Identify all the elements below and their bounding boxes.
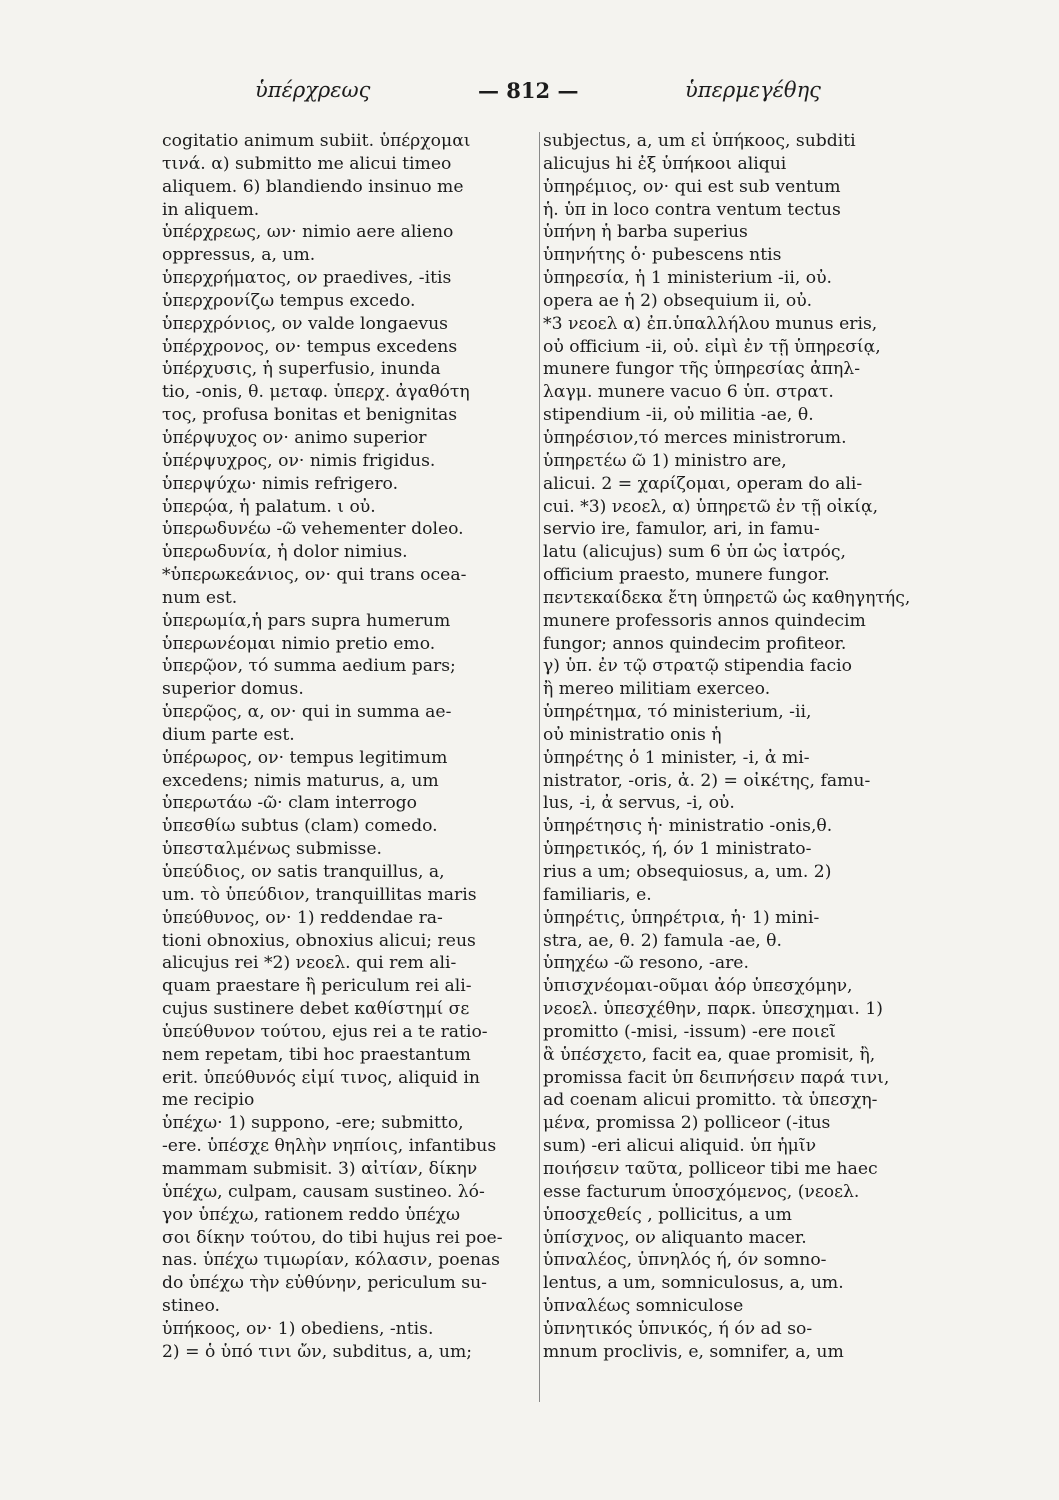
- dictionary-line: ὑπηχέω -ῶ resono, -are.: [543, 953, 749, 974]
- dictionary-line: familiaris, e.: [543, 884, 652, 905]
- dictionary-line: esse facturum ὑποσχόμενος, (νεοελ.: [543, 1181, 860, 1202]
- dictionary-line: ἡ. ὑπ in loco contra ventum tectus: [543, 199, 841, 220]
- header-right-catchword: ὑπερμεγέθης: [685, 78, 821, 102]
- dictionary-line: nas. ὑπέχω τιμωρίαν, κόλασιν, poenas: [162, 1250, 500, 1271]
- dictionary-line: *ὑπερωκεάνιος, ον· qui trans ocea-: [162, 565, 467, 586]
- dictionary-line: ὑπέρψυχρος, ον· nimis frigidus.: [162, 450, 436, 471]
- dictionary-line: alicui. 2 = χαρίζομαι, operam do ali-: [543, 473, 863, 494]
- dictionary-line: fungor; annos quindecim profiteor.: [543, 633, 847, 654]
- dictionary-line: ὑπηρέτησις ἡ· ministratio -onis,θ.: [543, 816, 833, 837]
- dictionary-line: ἃ ὑπέσχετο, facit ea, quae promisit, ἢ,: [543, 1044, 876, 1065]
- dictionary-line: cujus sustinere debet καθίστημί σε: [162, 999, 470, 1020]
- dictionary-line: ὑπίσχνος, ον aliquanto macer.: [543, 1227, 807, 1248]
- dictionary-line: ὑπερωδυνέω -ῶ vehementer doleo.: [162, 519, 464, 540]
- dictionary-line: cui. *3) νεοελ, α) ὑπηρετῶ ἐν τῇ οἰκίᾳ,: [543, 496, 879, 517]
- column-divider: [539, 132, 540, 1402]
- dictionary-line: nistrator, -oris, ἀ. 2) = οἰκέτης, famu-: [543, 770, 871, 791]
- dictionary-line: ὑπισχνέομαι-οῦμαι ἀόρ ὑπεσχόμην,: [543, 976, 853, 997]
- dictionary-line: ὑπεύθυνος, ον· 1) reddendae ra-: [162, 907, 443, 928]
- dictionary-line: ὑπηρεσία, ἡ 1 ministerium -ii, οὐ.: [543, 268, 833, 289]
- dictionary-line: ὑπερῴα, ἡ palatum. ι οὐ.: [162, 496, 376, 517]
- dictionary-line: ὑπερωμία,ἡ pars supra humerum: [162, 610, 451, 631]
- dictionary-line: do ὑπέχω τὴν εὐθύνην, periculum su-: [162, 1273, 487, 1294]
- dictionary-line: alicujus hi ἐξ ὑπήκοοι aliqui: [543, 153, 787, 174]
- dictionary-line: ὑπέρχρεως, ων· nimio aere alieno: [162, 222, 454, 243]
- dictionary-line: γον ὑπέχω, rationem reddo ὑπέχω: [162, 1204, 461, 1225]
- dictionary-line: ὑπέρχυσις, ἡ superfusio, inunda: [162, 359, 441, 380]
- dictionary-line: lus, -i, ἀ servus, -i, οὐ.: [543, 793, 735, 814]
- dictionary-line: ἢ mereo militiam exerceo.: [543, 679, 771, 700]
- dictionary-line: dium parte est.: [162, 724, 295, 745]
- dictionary-line: ὑπηρέτης ὁ 1 minister, -i, ἀ mi-: [543, 747, 810, 768]
- dictionary-line: ὑπναλέως somniculose: [543, 1296, 744, 1317]
- dictionary-line: μένα, promissa 2) polliceor (-itus: [543, 1113, 831, 1134]
- dictionary-line: οὐ ministratio onis ἡ: [543, 724, 722, 745]
- dictionary-line: ὑπέρωρος, ον· tempus legitimum: [162, 747, 448, 768]
- dictionary-line: num est.: [162, 587, 238, 608]
- dictionary-line: ὑπερχρόνιος, ον valde longaevus: [162, 313, 448, 334]
- dictionary-line: subjectus, a, um εἰ ὑπήκοος, subditi: [543, 131, 856, 151]
- dictionary-line: ὑπηρετικός, ή, όν 1 ministrato-: [543, 839, 812, 860]
- dictionary-line: ὑπέρψυχος ον· animo superior: [162, 427, 427, 448]
- dictionary-line: ὑπεύθυνον τούτου, ejus rei a te ratio-: [162, 1021, 488, 1042]
- dictionary-line: tio, -onis, θ. μεταφ. ὑπερχ. ἀγαθότη: [162, 382, 470, 403]
- dictionary-line: ὑπέρχρονος, ον· tempus excedens: [162, 336, 458, 357]
- dictionary-line: ὑπηρέσιον,τό merces ministrorum.: [543, 427, 847, 448]
- right-column: [543, 130, 918, 1450]
- dictionary-line: promissa facit ὑπ δειπνήσειν παρά τινι,: [543, 1067, 890, 1088]
- left-column: [162, 130, 537, 1450]
- dictionary-line: erit. ὑπεύθυνός εἰμί τινος, aliquid in: [162, 1067, 480, 1088]
- dictionary-line: nem repetam, tibi hoc praestantum: [162, 1044, 471, 1065]
- dictionary-line: tioni obnoxius, obnoxius alicui; reus: [162, 930, 476, 951]
- dictionary-line: mammam submisit. 3) αἰτίαν, δίκην: [162, 1158, 478, 1179]
- dictionary-line: lentus, a um, somniculosus, a, um.: [543, 1273, 844, 1294]
- header-left-catchword: ὑπέρχρεως: [255, 78, 371, 102]
- dictionary-line: ὑπηρέμιος, ον· qui est sub ventum: [543, 176, 841, 197]
- dictionary-line: *3 νεοελ α) ἐπ.ὑπαλλήλου munus eris,: [543, 313, 878, 334]
- dictionary-line: ὑπηνήτης ὁ· pubescens ntis: [543, 245, 782, 266]
- dictionary-line: rius a um; obsequiosus, a, um. 2): [543, 862, 832, 882]
- dictionary-line: -ere. ὑπέσχε θηλὴν νηπίοις, infantibus: [162, 1136, 497, 1157]
- dictionary-line: stineo.: [162, 1296, 220, 1317]
- dictionary-line: σοι δίκην τούτου, do tibi hujus rei poe-: [162, 1227, 503, 1248]
- dictionary-line: λαγμ. munere vacuo 6 ὑπ. στρατ.: [543, 382, 834, 403]
- dictionary-line: in aliquem.: [162, 199, 260, 220]
- dictionary-line: ὑπηρέτις, ὑπηρέτρια, ἡ· 1) mini-: [543, 907, 820, 928]
- dictionary-line: aliquem. 6) blandiendo insinuo me: [162, 176, 464, 197]
- dictionary-line: ὑποσχεθείς , pollicitus, a um: [543, 1204, 792, 1225]
- dictionary-line: ὑπεσθίω subtus (clam) comedo.: [162, 816, 438, 837]
- dictionary-line: stra, ae, θ. 2) famula -ae, θ.: [543, 930, 782, 951]
- dictionary-line: ὑπερωτάω -ῶ· clam interrogo: [162, 793, 418, 814]
- page-number: — 812 —: [478, 78, 579, 103]
- dictionary-line: latu (alicujus) sum 6 ὑπ ὡς ἰατρός,: [543, 542, 846, 563]
- dictionary-line: alicujus rei *2) νεοελ. qui rem ali-: [162, 953, 457, 974]
- dictionary-line: ad coenam alicui promitto. τὰ ὑπεσχη-: [543, 1090, 878, 1111]
- dictionary-line: ὑπνητικός ὑπνικός, ή όν ad so-: [543, 1318, 813, 1339]
- dictionary-line: opera ae ἡ 2) obsequium ii, οὐ.: [543, 290, 813, 311]
- dictionary-line: superior domus.: [162, 679, 304, 700]
- dictionary-line: ὑπερχρονίζω tempus excedo.: [162, 290, 416, 311]
- dictionary-line: ὑπερψύχω· nimis refrigero.: [162, 473, 399, 494]
- dictionary-line: servio ire, famulor, ari, in famu-: [543, 519, 820, 540]
- dictionary-line: νεοελ. ὑπεσχέθην, παρκ. ὑπεσχημαι. 1): [543, 999, 883, 1020]
- dictionary-line: quam praestare ἢ periculum rei ali-: [162, 976, 472, 997]
- dictionary-line: oppressus, a, um.: [162, 245, 316, 266]
- dictionary-line: ὑπερῷον, τό summa aedium pars;: [162, 656, 456, 677]
- dictionary-line: stipendium -ii, οὐ militia -ae, θ.: [543, 405, 814, 426]
- dictionary-line: ὑπερῷος, α, ον· qui in summa ae-: [162, 702, 452, 723]
- dictionary-line: officium praesto, munere fungor.: [543, 565, 830, 586]
- dictionary-line: munere fungor τῆς ὑπηρεσίας ἀπηλ-: [543, 359, 861, 380]
- page-header: [160, 78, 940, 118]
- dictionary-line: cogitatio animum subiit. ὑπέρχομαι: [162, 131, 471, 151]
- dictionary-line: me recipio: [162, 1090, 255, 1111]
- dictionary-line: ὑπερωδυνία, ἡ dolor nimius.: [162, 542, 408, 563]
- dictionary-line: excedens; nimis maturus, a, um: [162, 770, 439, 791]
- dictionary-line: ὑπεσταλμένως submisse.: [162, 839, 382, 860]
- dictionary-line: ὑπέχω, culpam, causam sustineo. λό-: [162, 1181, 485, 1202]
- dictionary-line: ὑπεύδιος, ον satis tranquillus, a,: [162, 862, 445, 882]
- dictionary-line: promitto (-misi, -issum) -ere ποιεῖ: [543, 1021, 836, 1042]
- dictionary-line: 2) = ὁ ὑπό τινι ὤν, subditus, a, um;: [162, 1341, 473, 1362]
- dictionary-line: ὑπναλέος, ὑπνηλός ή, όν somno-: [543, 1250, 827, 1271]
- dictionary-line: τινά. α) submitto me alicui timeo: [162, 153, 452, 174]
- dictionary-line: ὑπερωνέομαι nimio pretio emo.: [162, 633, 436, 654]
- dictionary-line: um. τὸ ὑπεύδιον, tranquillitas maris: [162, 884, 477, 905]
- dictionary-line: πεντεκαίδεκα ἔτη ὑπηρετῶ ὡς καθηγητής,: [543, 587, 911, 608]
- dictionary-line: mnum proclivis, e, somnifer, a, um: [543, 1341, 844, 1362]
- dictionary-line: τος, profusa bonitas et benignitas: [162, 405, 458, 426]
- dictionary-line: οὐ officium -ii, οὐ. εἰμὶ ἐν τῇ ὑπηρεσίᾳ,: [543, 336, 881, 357]
- dictionary-line: ὑπήνη ἡ barba superius: [543, 222, 748, 243]
- dictionary-line: ὑπηρέτημα, τό ministerium, -ii,: [543, 702, 812, 723]
- dictionary-line: ὑπέχω· 1) suppono, -ere; submitto,: [162, 1113, 464, 1134]
- dictionary-line: sum) -eri alicui aliquid. ὑπ ἡμῖν: [543, 1136, 817, 1157]
- dictionary-line: γ) ὑπ. ἐν τῷ στρατῷ stipendia facio: [543, 656, 852, 677]
- dictionary-line: ποιήσειν ταῦτα, polliceor tibi me haec: [543, 1158, 878, 1179]
- dictionary-line: munere professoris annos quindecim: [543, 610, 866, 631]
- dictionary-line: ὑπήκοος, ον· 1) obediens, -ntis.: [162, 1318, 434, 1339]
- dictionary-line: ὑπερχρήματος, ον praedives, -itis: [162, 268, 452, 289]
- dictionary-line: ὑπηρετέω ῶ 1) ministro are,: [543, 450, 787, 471]
